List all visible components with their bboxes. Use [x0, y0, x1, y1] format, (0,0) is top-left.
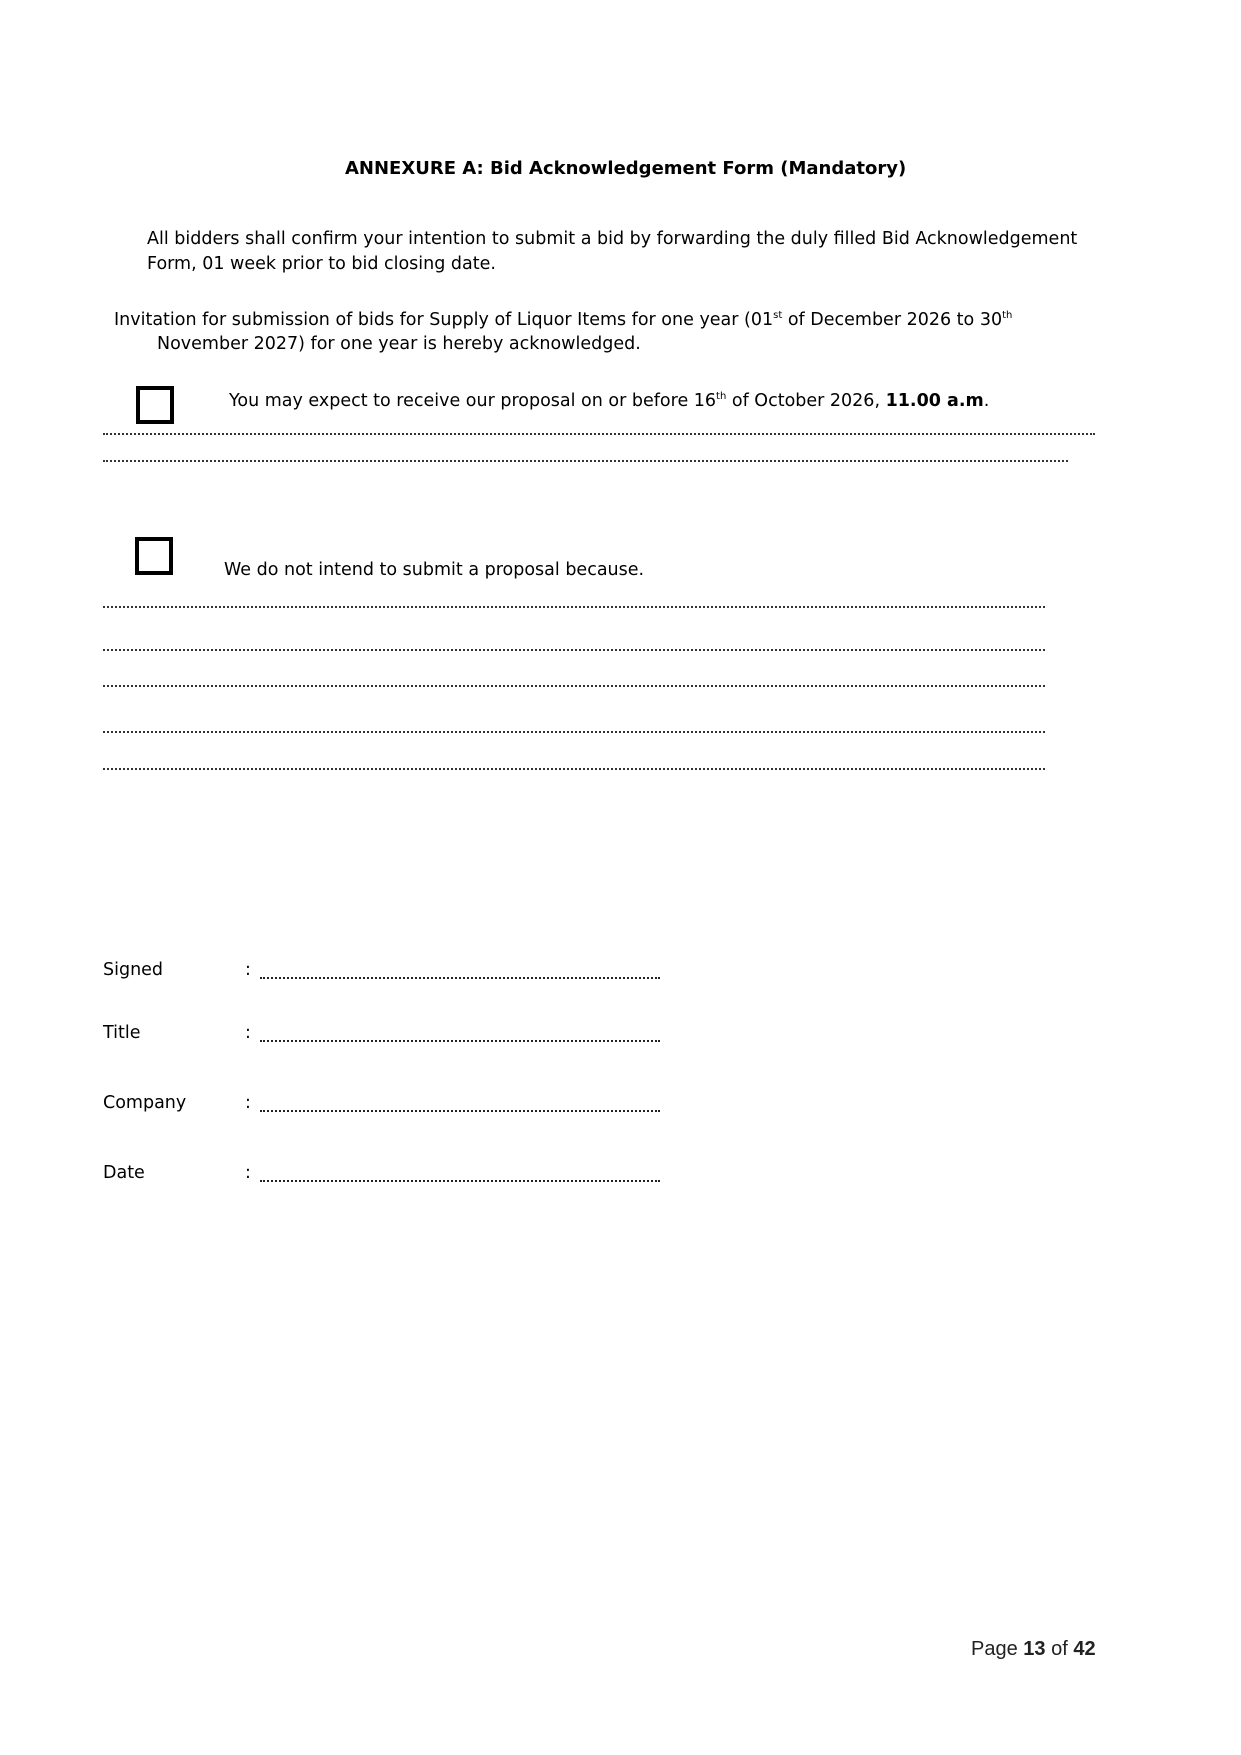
title-label: Title [103, 1023, 141, 1043]
intro-line-2: Form, 01 week prior to bid closing date. [147, 254, 496, 274]
signed-label: Signed [103, 960, 164, 980]
invitation-paragraph [114, 308, 1012, 332]
submit-time: 11.00 a.m [885, 391, 984, 411]
invitation-text-2: of December 2026 to 30 [782, 310, 1003, 330]
submit-dotted-line-2[interactable] [103, 460, 1068, 462]
company-label: Company [103, 1093, 187, 1113]
decline-dotted-line-3[interactable] [103, 685, 1045, 687]
invitation-line-2: November 2027) for one year is hereby acknowledged. [157, 334, 641, 354]
submit-text-b: of October 2026, [726, 391, 886, 411]
submit-proposal-text [229, 391, 989, 411]
title-colon: : [245, 1023, 251, 1043]
decline-proposal-checkbox[interactable] [135, 537, 173, 575]
decline-dotted-line-1[interactable] [103, 606, 1045, 608]
submit-text-end: . [983, 391, 990, 411]
date-field[interactable] [260, 1180, 660, 1182]
submit-text-a: You may expect to receive our proposal on or before 16 [229, 391, 717, 411]
invitation-sup-1: st [773, 310, 783, 322]
intro-line-1: All bidders shall confirm your intention to submit a bid by forwarding the duly filled Bid Acknowledgement [147, 229, 1078, 249]
page-word: Page [971, 1638, 1018, 1660]
title-field[interactable] [260, 1040, 660, 1042]
decline-dotted-line-5[interactable] [103, 768, 1045, 770]
page-number [971, 1638, 1096, 1661]
submit-dotted-line-1[interactable] [103, 433, 1095, 435]
invitation-sup-2: th [1002, 310, 1013, 322]
document-title: ANNEXURE A: Bid Acknowledgement Form (Mandatory) [345, 158, 907, 179]
date-label: Date [103, 1163, 145, 1183]
company-field[interactable] [260, 1110, 660, 1112]
signed-colon: : [245, 960, 251, 980]
decline-dotted-line-2[interactable] [103, 649, 1045, 651]
decline-dotted-line-4[interactable] [103, 731, 1045, 733]
submit-proposal-checkbox[interactable] [136, 386, 174, 424]
signed-field[interactable] [260, 977, 660, 979]
date-colon: : [245, 1163, 251, 1183]
invitation-text-1: Invitation for submission of bids for Supply of Liquor Items for one year (01 [114, 310, 774, 330]
decline-proposal-text: We do not intend to submit a proposal because. [224, 560, 645, 580]
submit-text-sup: th [716, 391, 727, 403]
intro-paragraph [147, 227, 1077, 277]
current-page: 13 [1023, 1638, 1046, 1660]
total-pages: 42 [1073, 1638, 1096, 1660]
company-colon: : [245, 1093, 251, 1113]
of-word: of [1051, 1638, 1068, 1660]
